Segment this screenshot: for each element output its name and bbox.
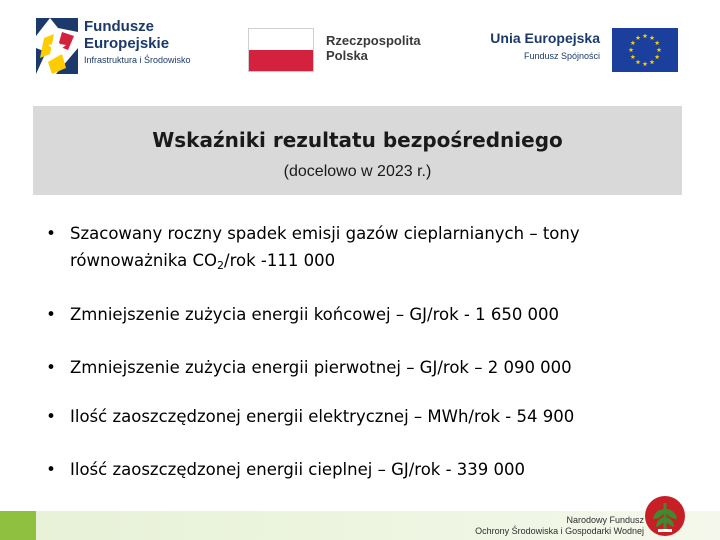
page-subtitle: (docelowo w 2023 r.): [283, 163, 432, 180]
eu-flag-icon: [612, 28, 678, 72]
bullet-dot: •: [46, 460, 56, 479]
unia-europejska-logo: [486, 26, 686, 76]
rzeczpospolita-line1: Rzeczpospolita: [326, 33, 421, 48]
indicator-1-line2: [70, 247, 682, 274]
rzeczpospolita-polska-logo: [246, 26, 446, 74]
indicator-2-text: Zmniejszenie zużycia energii końcowej – GJ/rok - 1 650 000: [70, 305, 560, 324]
nfosigw-name: [475, 515, 644, 537]
indicator-1-subscript: 2: [217, 259, 225, 272]
nfosigw-line1: Narodowy Fundusz: [566, 515, 644, 525]
unia-name: Unia Europejska: [490, 30, 600, 46]
polish-flag-icon: [248, 28, 314, 72]
bullet-dot: •: [46, 407, 56, 426]
title-box: [33, 106, 682, 195]
bullet-dot: •: [46, 224, 56, 243]
indicator-4-text: Ilość zaoszczędzonej energii elektrycznej – MWh/rok - 54 900: [70, 407, 575, 426]
eu-funds-star-icon: [36, 18, 78, 74]
fundusze-name-line2: Europejskie: [84, 35, 170, 52]
page-title: Wskaźniki rezultatu bezpośredniego: [152, 128, 563, 152]
nfosigw-line2: Ochrony Środowiska i Gospodarki Wodnej: [475, 526, 644, 536]
unia-subtitle: Fundusz Spójności: [523, 51, 600, 61]
indicator-1-line2-post: /rok -111 000: [224, 251, 336, 270]
bullet-dot: •: [46, 358, 56, 377]
nfosigw-tree-icon: [644, 495, 686, 537]
fundusze-name-line1: Fundusze: [84, 18, 154, 35]
fundusze-europejskie-logo: [36, 16, 236, 76]
bullet-dot: •: [46, 305, 56, 324]
logo-strip: [0, 0, 720, 100]
indicator-5-text: Ilość zaoszczędzonej energii cieplnej – GJ/rok - 339 000: [70, 460, 526, 479]
indicator-1-line1: Szacowany roczny spadek emisji gazów cieplarnianych – tony: [70, 224, 580, 243]
rzeczpospolita-line2: Polska: [326, 48, 368, 63]
indicator-1-line2-pre: równoważnika CO: [70, 251, 218, 270]
fundusze-subtitle: Infrastruktura i Środowisko: [84, 55, 191, 65]
footer-accent: [0, 511, 36, 540]
indicator-3-text: Zmniejszenie zużycia energii pierwotnej – GJ/rok – 2 090 000: [70, 358, 572, 377]
